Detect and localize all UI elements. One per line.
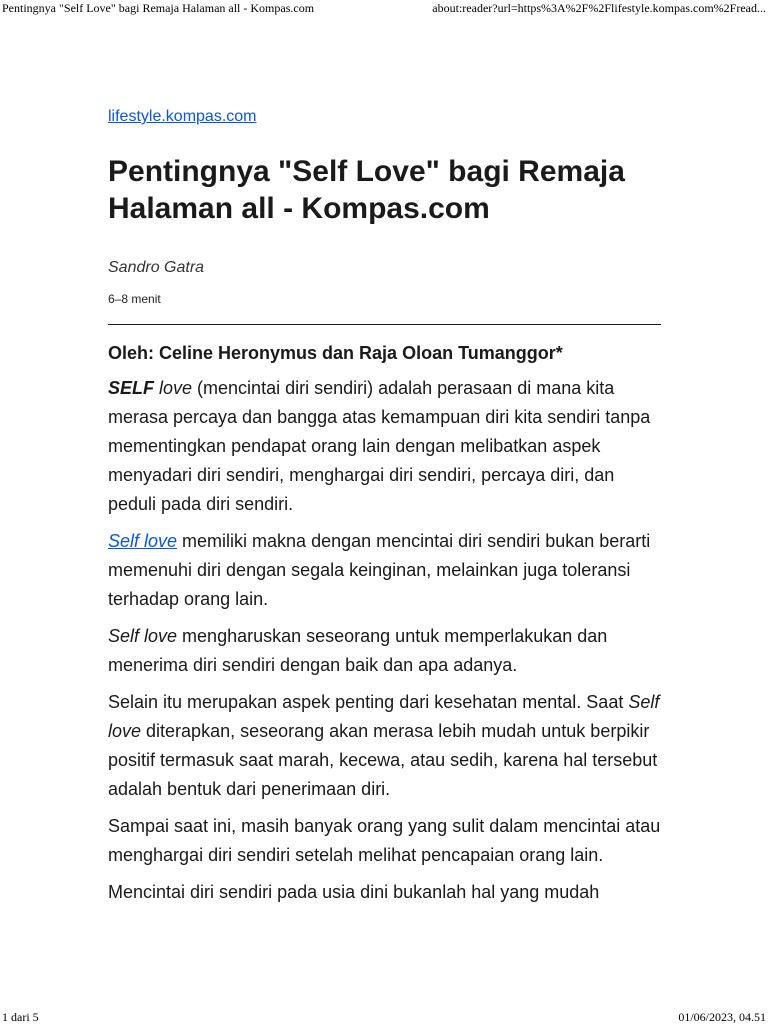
print-header-url: about:reader?url=https%3A%2F%2Flifestyle.kompas.com%2Fread... [432, 1, 766, 15]
article-subheading: Oleh: Celine Heronymus dan Raja Oloan Tumanggor* [108, 343, 563, 363]
paragraph-5 [108, 812, 661, 870]
p6-text: Mencintai diri sendiri pada usia dini bukanlah hal yang mudah [108, 882, 600, 902]
self-love-link[interactable]: Self love [108, 531, 178, 551]
p1-italic-text: love [154, 378, 193, 398]
p4-text-before: Selain itu merupakan aspek penting dari kesehatan mental. Saat [108, 692, 629, 712]
paragraph-3 [108, 622, 661, 680]
p2-text: memiliki makna dengan mencintai diri sendiri bukan berarti memenuhi diri dengan segala keinginan, melainkan juga toleransi terhadap orang lain. [108, 531, 651, 609]
print-footer [0, 1008, 768, 1024]
p1-bold-italic-text: SELF [108, 378, 155, 398]
paragraph-2 [108, 527, 661, 614]
p1-text: (mencintai diri sendiri) adalah perasaan di mana kita merasa percaya dan bangga atas kemampuan diri kita sendiri tanpa mementingkan pendapat orang lain dengan melibatkan aspek menyadari diri sendiri, menghargai diri sendiri, percaya diri, dan peduli pada diri sendiri. [108, 378, 651, 514]
article-title: Pentingnya "Self Love" bagi Remaja Halaman all - Kompas.com [108, 155, 625, 225]
page-counter: 1 dari 5 [2, 1010, 39, 1024]
print-header [0, 0, 768, 18]
article-content [108, 340, 661, 907]
p4-text-after: diterapkan, seseorang akan merasa lebih mudah untuk berpikir positif termasuk saat marah, kecewa, atau sedih, karena hal tersebut adalah bentuk dari penerimaan diri. [108, 721, 658, 799]
header-divider [108, 324, 661, 325]
p3-italic-text: Self love [108, 626, 178, 646]
p5-text: Sampai saat ini, masih banyak orang yang sulit dalam mencintai atau menghargai diri sendiri setelah melihat pencapaian orang lain. [108, 816, 661, 865]
p3-text: mengharuskan seseorang untuk memperlakukan dan menerima diri sendiri dengan baik dan apa adanya. [108, 626, 608, 675]
source-domain-link[interactable]: lifestyle.kompas.com [108, 108, 257, 125]
p4-italic-text: Self love [108, 692, 660, 741]
print-datetime: 01/06/2023, 04.51 [678, 1010, 766, 1024]
paragraph-4 [108, 688, 661, 804]
reading-time: 6–8 menit [108, 292, 161, 306]
print-header-title: Pentingnya "Self Love" bagi Remaja Halaman all - Kompas.com [2, 1, 315, 15]
paragraph-6 [108, 878, 661, 907]
paragraph-1 [108, 374, 661, 519]
article-author: Sandro Gatra [108, 259, 205, 276]
reader-view-article [108, 105, 661, 915]
